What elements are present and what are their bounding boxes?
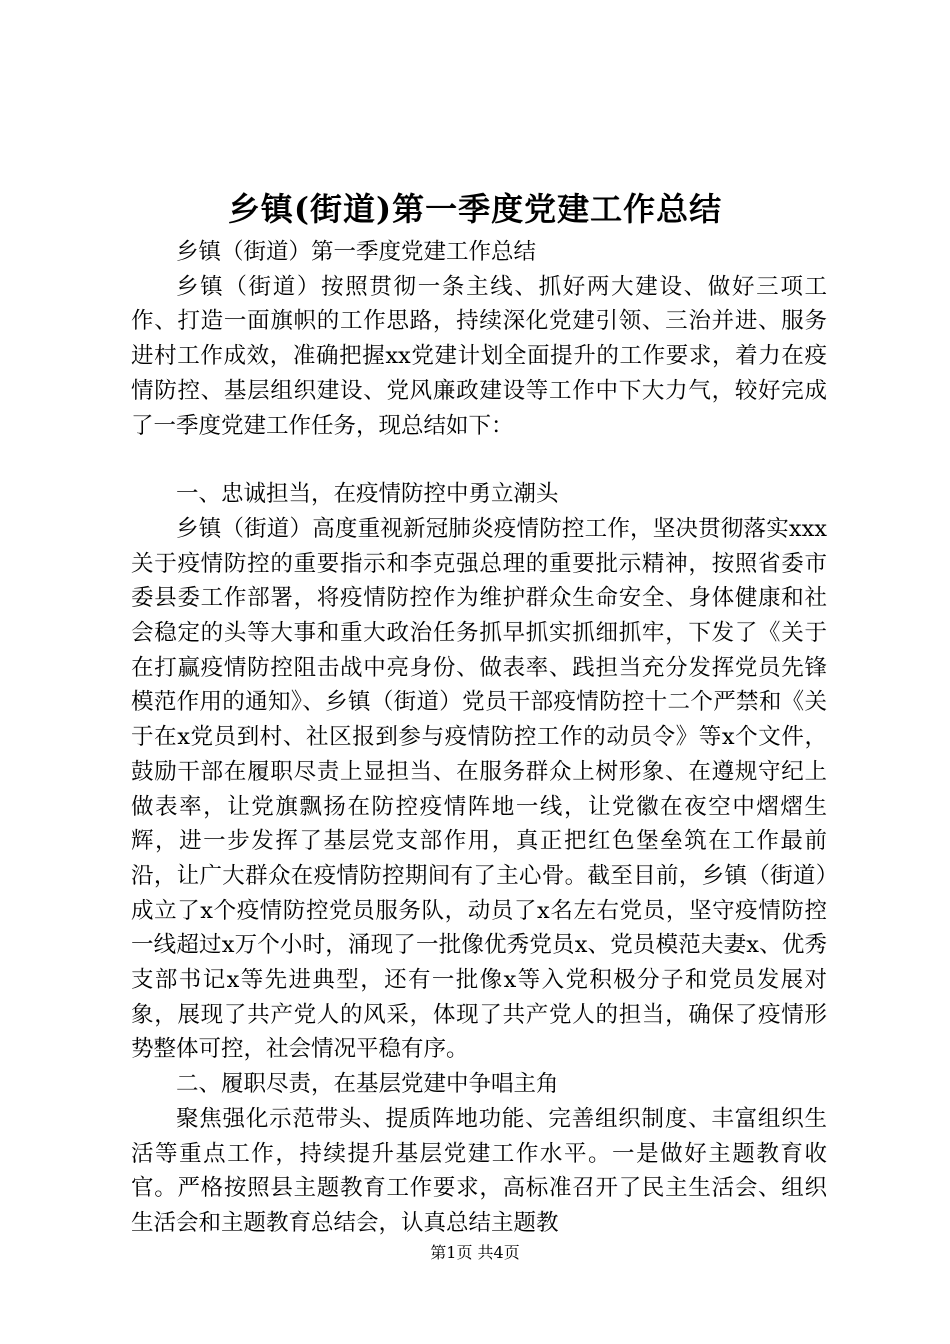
paragraph-section-1: 乡镇（街道）高度重视新冠肺炎疫情防控工作，坚决贯彻落实xxx关于疫情防控的重要指示和李克强总理的重要批示精神，按照省委市委县委工作部署，将疫情防控作为维护群众生命安全、身体健康和社会稳定的头等大事和重大政治任务抓早抓实抓细抓牢，下发了《关于在打赢疫情防控阻击战中亮身份、做表率、践担当充分发挥党员先锋模范作用的通知》、乡镇（街道）党员干部疫情防控十二个严禁和《关于在x党员到村、社区报到参与疫情防控工作的动员令》等x个文件，鼓励干部在履职尽责上显担当、在服务群众上树形象、在遵规守纪上做表率，让党旗飘扬在防控疫情阵地一线，让党徽在夜空中熠熠生辉，进一步发挥了基层党支部作用，真正把红色堡垒筑在工作最前沿，让广大群众在疫情防控期间有了主心骨。截至目前，乡镇（街道）成立了x个疫情防控党员服务队，动员了x名左右党员，坚守疫情防控一线超过x万个小时，涌现了一批像优秀党员x、党员模范夫妻x、优秀支部书记x等先进典型，还有一批像x等入党积极分子和党员发展对象，展现了共产党人的风采，体现了共产党人的担当，确保了疫情形势整体可控，社会情况平稳有序。: [131, 515, 827, 1063]
page-number-footer: 第1页 共4页: [430, 1243, 520, 1262]
section-heading-1: 一、忠诚担当，在疫情防控中勇立潮头: [176, 481, 559, 508]
document-body: [131, 235, 827, 1241]
paragraph-intro: 乡镇（街道）按照贯彻一条主线、抓好两大建设、做好三项工作、打造一面旗帜的工作思路，持续深化党建引领、三治并进、服务进村工作成效，准确把握xx党建计划全面提升的工作要求，着力在疫情防控、基层组织建设、党风廉政建设等工作中下大力气，较好完成了一季度党建工作任务，现总结如下：: [131, 273, 827, 439]
paragraph-section-2: 聚焦强化示范带头、提质阵地功能、完善组织制度、丰富组织生活等重点工作，持续提升基层党建工作水平。一是做好主题教育收官。严格按照县主题教育工作要求，高标准召开了民主生活会、组织生活会和主题教育总结会，认真总结主题教: [131, 1105, 827, 1236]
section-heading-2: 二、履职尽责，在基层党建中争唱主角: [176, 1071, 559, 1098]
document-title: 乡镇(街道)第一季度党建工作总结: [227, 190, 723, 228]
paragraph-subtitle: 乡镇（街道）第一季度党建工作总结: [176, 239, 537, 265]
